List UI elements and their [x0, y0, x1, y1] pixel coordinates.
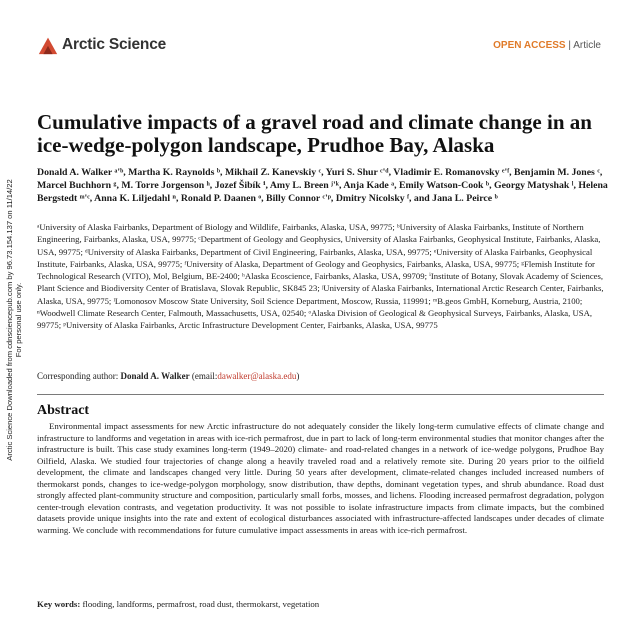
journal-name: Arctic Science	[62, 36, 167, 53]
corresponding-email-link[interactable]: dawalker@alaska.edu	[217, 371, 297, 381]
corresponding-email-close: )	[296, 371, 300, 381]
article-type-label: Article	[573, 40, 601, 51]
journal-logo[interactable]	[37, 34, 166, 56]
section-divider	[37, 394, 604, 395]
corresponding-label: Corresponding author:	[37, 371, 119, 381]
side-note-line-1: Arctic Science Downloaded from cdnsciencepub.com by 96.73.154.137 on 11/14/22	[5, 179, 14, 461]
corresponding-email-label: (email:	[191, 371, 218, 381]
abstract-text: Environmental impact assessments for new Arctic infrastructure do not adequately consider the likely long-term cumulative effects of climate change and infrastructure to landforms and vegetation in areas with ice-rich permafrost, due in part to lack of long-term environmental studies that monitor changes after the infrastructure is built. This case study examines long-term (1949–2020) climate- and road-related changes in a network of ice-wedge polygons, Prudhoe Bay Oilfield, Alaska. We studied four trajectories of change along a heavily traveled road and a relatively remote site. During 20 years prior to the oilfield development, the climate and landscapes changed very little. During 50 years after development, climate-related changes included increased numbers of thermokarst ponds, changes to ice-wedge-polygon morphology, snow distribution, thaw depths, dominant vegetation types, and shrub abundance. Road dust strongly affected plant-community structure and composition, particularly small forbs, mosses, and lichens. Flooding increased permafrost degradation, polygon center-trough elevation contrasts, and vegetation productivity. It was not possible to isolate infrastructure impacts from climate impacts, but the combined datasets provide unique insights into the rate and extent of ecological disturbances associated with infrastructure-affected landscapes under decades of climate warming. We conclude with recommendations for future cumulative impact assessments in areas with ice-rich permafrost.	[37, 421, 604, 535]
affiliations: ᵃUniversity of Alaska Fairbanks, Department of Biology and Wildlife, Fairbanks, Alaska, USA, 99775; ᵇUniversity of Alaska Fairbanks, Institute of Northern Engineering, Fairbanks, Alaska, USA, 99775; ᶜDepartment of Geology and Geophysics, University of Alaska Fairbanks, Geophysical Institute, Fairbanks, Alaska, USA, 99775; ᵈUniversity of Alaska Fairbanks, Department of Civil Engineering, Fairbanks, Alaska, USA, 99775; ᵉUniversity of Alaska Fairbanks, Geophysical Institute, Fairbanks, Alaska, USA, 99775; ᶠUniversity of Alaska, Department of Geology and Geophysics, Fairbanks, Alaska, USA, 99775; ᵍFlemish Institute for Technological Research (VITO), Mol, Belgium, BE-2400; ʰAlaska Ecoscience, Fairbanks, Alaska, USA, 99709; ⁱInstitute of Botany, Slovak Academy of Sciences, Plant Science and Biodiversity Center of Bratislava, Slovak Republic, SK845 23; ʲUniversity of Alaska Fairbanks, International Arctic Research Center, Fairbanks, Alaska, USA, 99775; ˡLomonosov Moscow State University, Soil Science Department, Moscow, Russia, 119991; ᵐB.geos GmbH, Korneburg, Austria, 2100; ⁿWoodwell Climate Research Center, Falmouth, Massachusetts, USA, 02540; ᵒAlaska Division of Geological & Geophysical Surveys, Fairbanks, Alaska, USA, 99775; ᵖUniversity of Alaska Fairbanks, Arctic Infrastructure Development Center, Fairbanks, Alaska, USA, 99775	[37, 222, 604, 331]
corresponding-name: Donald A. Walker	[120, 371, 190, 381]
corresponding-author	[37, 371, 299, 381]
download-side-note	[2, 50, 26, 590]
author-list: Donald A. Walker ᵃ'ᵇ, Martha K. Raynolds ᵇ, Mikhail Z. Kanevskiy ᶜ, Yuri S. Shur ᶜ'ᵈ, Vladimir E. Romanovsky ᵉ'ᶠ, Benjamin M. Jones ᶜ, Marcel Buchhorn ᵍ, M. Torre Jorgenson ʰ, Jozef Šibík ⁱ, Amy L. Breen ʲ'ᵏ, Anja Kade ᵃ, Emily Watson-Cook ᵇ, Georgy Matyshak ˡ, Helena Bergstedt ᵐ'ᶜ, Anna K. Liljedahl ⁿ, Ronald P. Daanen ᵒ, Billy Connor ᶜ'ᵖ, Dmitry Nicolsky ᶠ, and Jana L. Peirce ᵇ	[37, 167, 608, 205]
keywords-list: flooding, landforms, permafrost, road dust, thermokarst, vegetation	[82, 599, 320, 609]
keywords-label: Key words:	[37, 599, 81, 609]
keywords	[37, 599, 319, 609]
access-info	[493, 40, 601, 51]
abstract-heading: Abstract	[37, 403, 90, 418]
paper-title: Cumulative impacts of a gravel road and climate change in an ice-wedge-polygon landscape, Prudhoe Bay, Alaska	[37, 110, 592, 157]
arctic-science-logo-icon	[37, 34, 59, 56]
open-access-label: OPEN ACCESS	[493, 40, 566, 51]
side-note-line-2: For personal use only.	[14, 282, 23, 358]
access-separator: |	[568, 40, 571, 51]
